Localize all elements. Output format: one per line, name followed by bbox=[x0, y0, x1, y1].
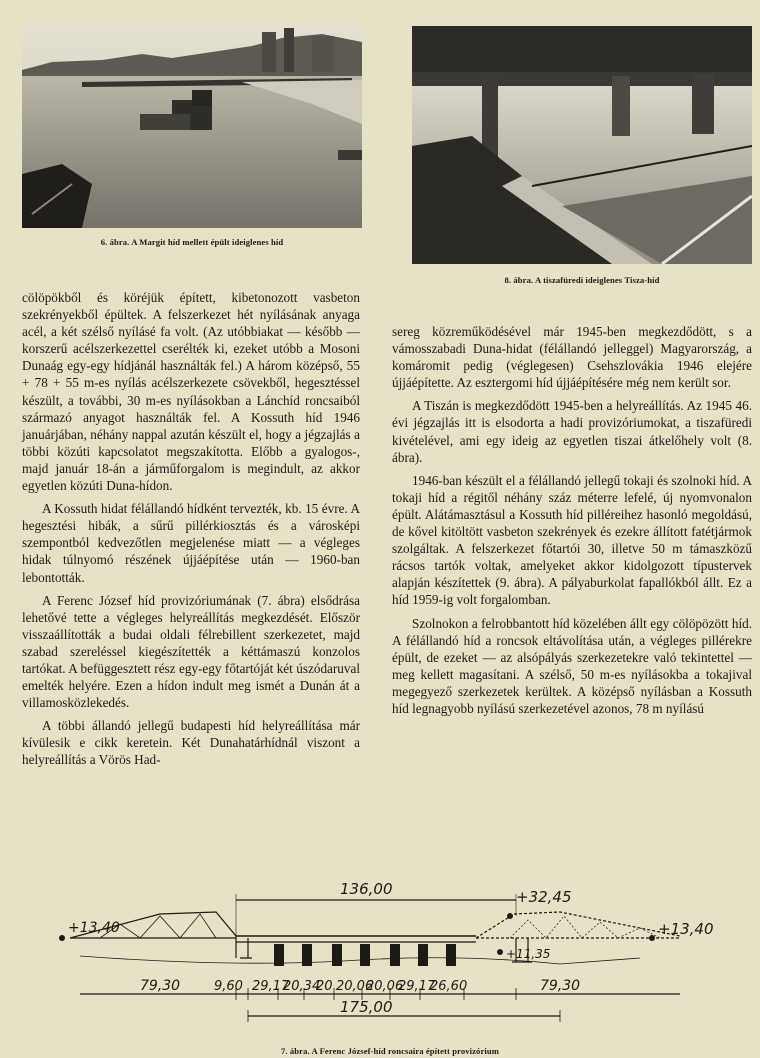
figure-6-photo bbox=[22, 24, 362, 228]
dim-segment: 20,06 bbox=[366, 979, 404, 994]
dim-segment: 26,60 bbox=[430, 979, 468, 994]
dim-total: 175,00 bbox=[340, 998, 393, 1016]
dim-elev-top: +32,45 bbox=[516, 888, 572, 906]
paragraph: Szolnokon a felrobbantott híd közelében állt egy cölöpözött híd. A félállandó híd a roncsok eltávolítása után, a végleges pillérekre épült, de ezeket — az alsópályás szerkezetekre való tekintettel — meg kellett magasítani. A szélső, 50 m-es nyílásokba a tokajival megegyező szerkezetek kerültek. A középső nyílásban a Kossuth híd legnagyobb nyílású szerkezetével azonos, 78 m nyílású bbox=[392, 615, 752, 716]
paragraph: 1946-ban készült el a félállandó jellegű tokaji és szolnoki híd. A tokaji híd a régitől néhány száz méterre lefelé, új nyomvonalon épült. Alátámasztásul a Kossuth híd pilléreihez hasonló megoldású, de kővel kitöltött vasbeton szekrények és ezekre állított fatétjármok szolgáltak. A felszerkezet főtartói 30, illetve 50 m támaszközű rácsos tartók voltak, amelyeket akkor kidolgozott típustervek alapján készítettek (9. ábra). A pályaburkolat fapallókból állt. Ez a híd 1959-ig volt forgalomban. bbox=[392, 472, 752, 608]
right-text-column bbox=[392, 323, 752, 717]
dim-elev-right: +13,40 bbox=[658, 920, 714, 938]
paragraph: A Ferenc József híd provizóriumának (7. ábra) elsődrása lehetővé tette a végleges helyreállítás megkezdését. Először visszaállították a budai oldali félrebillent szerkezetet, majd szabad szereléssel kiegészítették a kéttámaszú konzolos tartókat. A befüggesztett rész egy-egy főtartóját két úszódaruval emelték helyére. Ezen a hídon indult meg ismét a Dunán át a villamosközlekedés. bbox=[22, 592, 360, 711]
dim-segment: 29,17 bbox=[252, 979, 290, 994]
dim-segment: 29,17 bbox=[398, 979, 436, 994]
figure-6-caption: 6. ábra. A Margit híd mellett épült ideiglenes híd bbox=[100, 237, 284, 247]
paragraph: A Tiszán is megkezdődött 1945-ben a helyreállítás. Az 1945 46. évi jégzajlás itt is elsodorta a hadi provizóriumokat, a tiszafüredi kivételével, ami egy ideig az egyetlen tiszai átkelőhely volt (8. ábra). bbox=[392, 398, 752, 465]
dim-segment: 9,60 bbox=[214, 979, 243, 994]
paragraph: A Kossuth hidat félállandó hídként tervezték, kb. 15 évre. A hegesztési hibák, a sűrű pillérkiosztás és a városképi szempontból kedvezőtlen megjelenése miatt — a végleges hidak túlnyomó részének újjáépítése után — 1960-ban lebontották. bbox=[22, 501, 360, 585]
dim-elev-low: +11,35 bbox=[506, 947, 551, 961]
figure-8-caption: 8. ábra. A tiszafüredi ideiglenes Tisza-híd bbox=[504, 275, 660, 285]
dim-span-main: 136,00 bbox=[340, 880, 393, 898]
paragraph: sereg közreműködésével már 1945-ben megkezdődött, s a vámosszabadi Duna-hidat (félállandó jelleggel) Magyarország, a komáromit pedig (véglegesen) Csehszlovákia 1946 elejére újjáépítette. Az esztergomi híd újjáépítésére még nem került sor. bbox=[392, 324, 752, 391]
left-text-column bbox=[22, 289, 360, 769]
figure-7-bridge-drawing bbox=[40, 876, 740, 1042]
paragraph: A többi állandó jellegű budapesti híd helyreállítása már kívülesik e cikk keretein. Két Dunahatárhídnál viszont a helyreállítás a Vörös Had- bbox=[22, 718, 360, 768]
dim-segment: 20,06 bbox=[336, 979, 374, 994]
dim-segment: 79,30 bbox=[140, 978, 181, 994]
figure-8-photo bbox=[412, 26, 752, 264]
dim-elev-left: +13,40 bbox=[68, 920, 120, 936]
dim-segment: 79,30 bbox=[540, 978, 581, 994]
dim-segment: 20,34 bbox=[283, 979, 321, 994]
figure-7-caption: 7. ábra. A Ferenc József-híd roncsaira épített provizórium bbox=[281, 1046, 499, 1056]
dim-segment: 20 bbox=[316, 979, 333, 994]
paragraph: cölöpökből és köréjük épített, kibetonozott vasbeton szekrényekből épültek. A felszerkezet hét nyílásának anyaga acél, a két szélső nyílásé fa volt. (Az utóbbiakat — később — korszerű acélszerkezettel cserélték ki, ezeket utóbb a Mosoni Dunaág egy-egy hídjánál használták fel.) A három középső, 55 + 78 + 55 m-es nyílás acélszerkezete csövekből, hegesztéssel készült, a további, 30 m-es nyílásokban a Lánchíd roncsaiból származó anyagot használták fel. A Kossuth híd 1946 januárjában, néhány nappal azután készült el, hogy a jégzajlás a többi közúti kapcsolatot megszakította. Előbb a gyalogos-, majd január 18-án a járműforgalom is megindult, az akkor egyetlen közúti Duna-hídon. bbox=[22, 290, 360, 494]
